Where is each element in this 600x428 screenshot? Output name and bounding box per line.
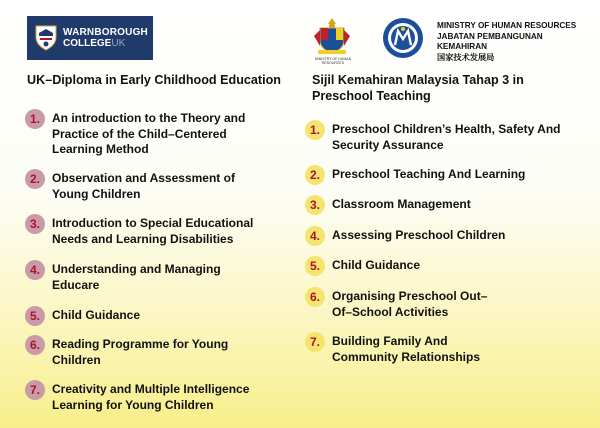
- ministry-line-en: MINISTRY OF HUMAN RESOURCES: [437, 21, 577, 30]
- item-number: 6.: [305, 287, 325, 307]
- item-number: 7.: [305, 332, 325, 352]
- item-number: 2.: [305, 165, 325, 185]
- item-number: 3.: [25, 214, 45, 234]
- item-number: 1.: [25, 109, 45, 129]
- item-label: Preschool Teaching And Learning: [332, 167, 526, 181]
- item-number: 5.: [305, 256, 325, 276]
- item-number: 7.: [25, 380, 45, 400]
- list-item: [305, 167, 585, 185]
- right-column-title: Sijil Kemahiran Malaysia Tahap 3 in Preschool Teaching: [312, 73, 524, 103]
- left-column-title: UK–Diploma in Early Childhood Education: [27, 73, 281, 87]
- item-number: 6.: [25, 335, 45, 355]
- crest-caption: MINISTRY OF HUMAN RESOURCES: [314, 57, 352, 65]
- list-item: [305, 258, 585, 276]
- college-name-line2: COLLEGE: [63, 38, 112, 49]
- item-label: Assessing Preschool Children: [332, 228, 506, 242]
- item-label: Introduction to Special Educational Needs and Learning Disabilities: [52, 216, 254, 246]
- college-name-line1: WARNBOROUGH: [63, 27, 148, 38]
- list-item: [305, 228, 585, 246]
- list-item: [305, 289, 585, 320]
- ministry-line-ms: JABATAN PEMBANGUNAN KEMAHIRAN: [437, 31, 543, 51]
- college-suffix: UK: [111, 38, 126, 49]
- list-item: [25, 262, 275, 293]
- item-label: Child Guidance: [52, 308, 141, 322]
- list-item: [25, 308, 275, 326]
- government-logos: [312, 16, 592, 64]
- item-label: Child Guidance: [332, 258, 421, 272]
- item-number: 5.: [25, 306, 45, 326]
- list-item: [305, 197, 585, 215]
- list-item: [25, 171, 275, 202]
- warnborough-logo: [27, 16, 153, 60]
- item-label: Preschool Children’s Health, Safety And Security Assurance: [332, 122, 561, 152]
- item-label: Creativity and Multiple Intelligence Learning for Young Children: [52, 382, 250, 412]
- item-label: An introduction to the Theory and Practice of the Child–Centered Learning Method: [52, 111, 246, 156]
- item-label: Building Family And Community Relationships: [332, 334, 481, 364]
- item-number: 3.: [305, 195, 325, 215]
- ministry-line-zh: 国家技术发展局: [437, 52, 495, 62]
- item-label: Classroom Management: [332, 197, 471, 211]
- shield-icon: [35, 25, 57, 51]
- item-number: 4.: [305, 226, 325, 246]
- item-label: Observation and Assessment of Young Children: [52, 171, 235, 201]
- item-number: 4.: [25, 260, 45, 280]
- list-item: [25, 382, 275, 413]
- list-item: [25, 111, 275, 158]
- list-item: [305, 122, 585, 153]
- ministry-text: [437, 21, 592, 63]
- item-label: Understanding and Managing Educare: [52, 262, 221, 292]
- item-number: 1.: [305, 120, 325, 140]
- list-item: [25, 337, 275, 368]
- coat-of-arms-icon: [312, 16, 352, 56]
- item-label: Organising Preschool Out–Of–School Activities: [332, 289, 488, 319]
- item-label: Reading Programme for Young Children: [52, 337, 229, 367]
- list-item: [25, 216, 275, 247]
- ministry-logo-icon: [382, 17, 424, 59]
- item-number: 2.: [25, 169, 45, 189]
- list-item: [305, 334, 585, 365]
